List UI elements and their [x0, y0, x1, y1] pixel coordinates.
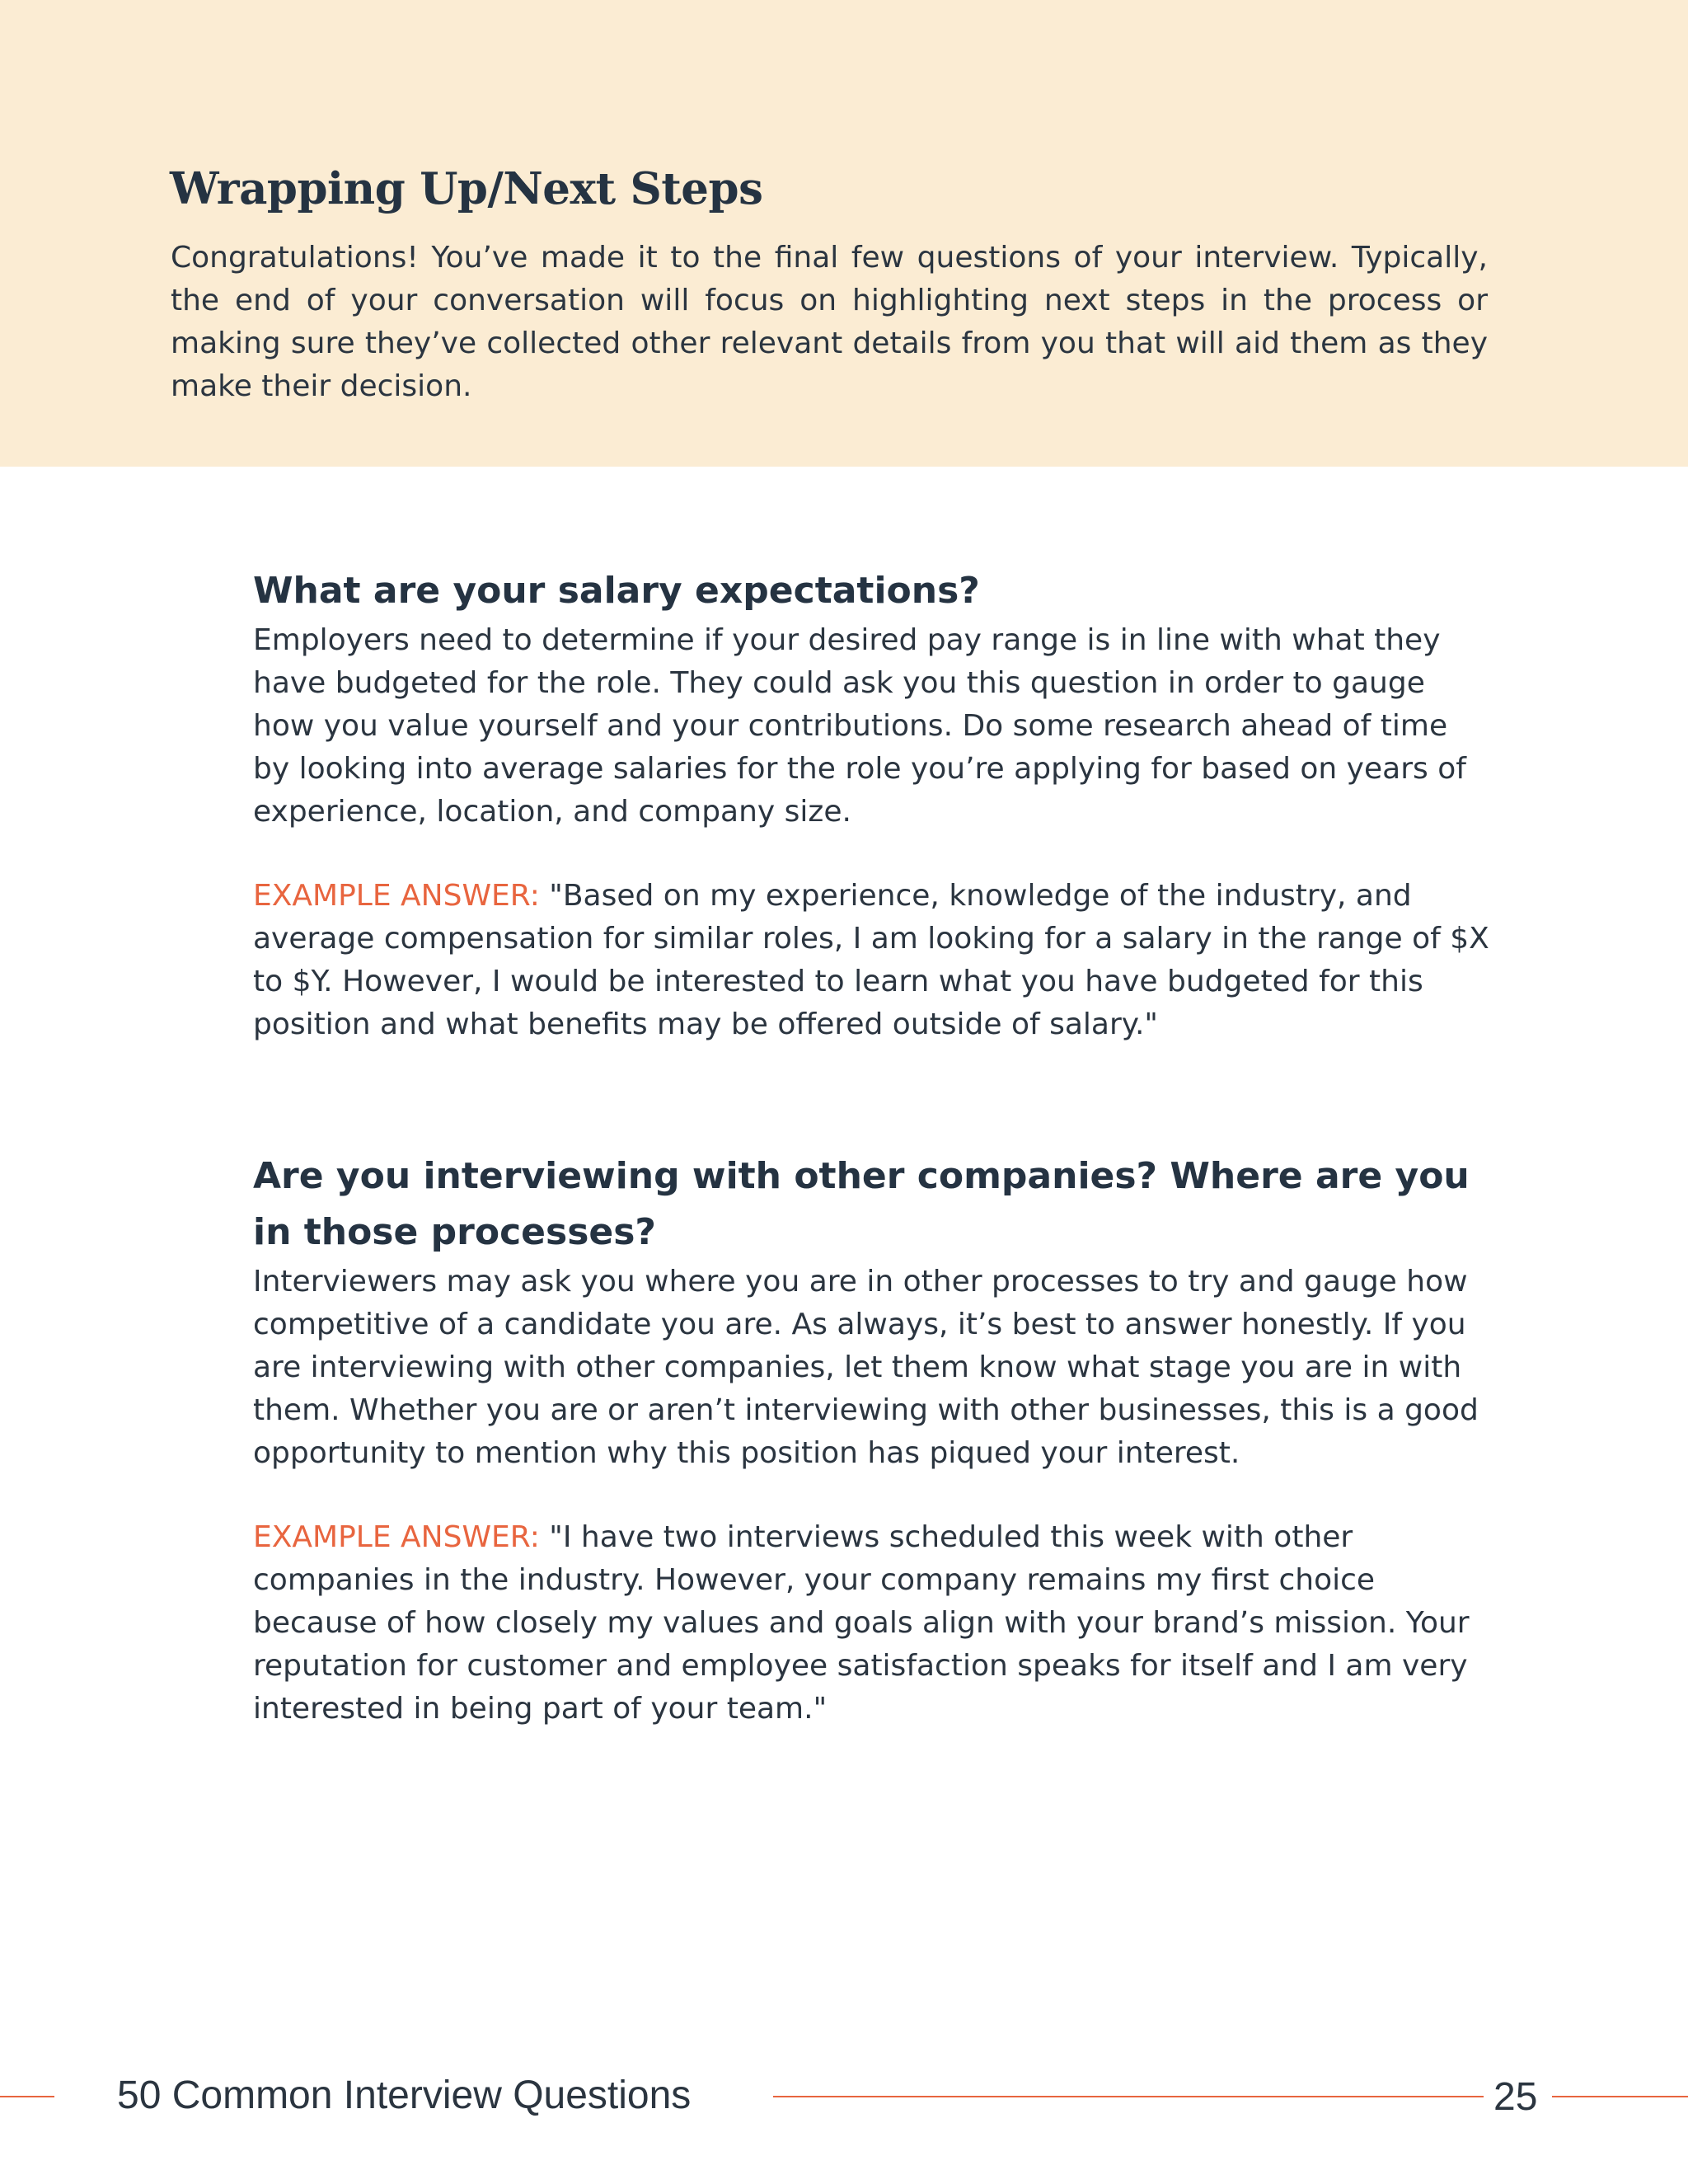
question-explanation: Employers need to determine if your desired pay range is in line with what they have budgeted for the role. They could ask you this question in order to gauge how you value yourself and your contributions. Do some research ahead of time by looking into average salaries for the role you’re applying for based on years of experience, location, and company size.	[253, 623, 1466, 829]
footer-rule-right	[1552, 2096, 1688, 2097]
intro-banner	[0, 0, 1688, 467]
example-answer-label: EXAMPLE ANSWER:	[253, 1520, 540, 1554]
footer-rule-left	[0, 2096, 54, 2097]
section-title: Wrapping Up/Next Steps	[170, 163, 763, 214]
footer-document-title: 50 Common Interview Questions	[117, 2074, 692, 2117]
example-answer-label: EXAMPLE ANSWER:	[253, 879, 540, 913]
question-heading: What are your salary expectations?	[253, 570, 980, 612]
question-other-companies	[253, 1148, 1489, 1731]
example-answer-text: "Based on my experience, knowledge of the industry, and average compensation for similar roles, I am looking for a salary in the range of $X to $Y. However, I would be interested to learn what you have budgeted for this position and what benefits may be offered outside of salary."	[253, 879, 1489, 1041]
example-answer	[253, 875, 1489, 1046]
question-heading: Are you interviewing with other companies? Where are you in those processes?	[253, 1155, 1470, 1253]
footer-rule-middle	[773, 2096, 1484, 2097]
question-explanation: Interviewers may ask you where you are in other processes to try and gauge how competitive of a candidate you are. As always, it’s best to answer honestly. If you are interviewing with other companies, let them know what stage you are in with them. Whether you are or aren’t interviewing with other businesses, this is a good opportunity to mention why this position has piqued your interest.	[253, 1265, 1479, 1470]
example-answer-text: "I have two interviews scheduled this week with other companies in the industry. However, your company remains my first choice because of how closely my values and goals align with your brand’s mission. Your reputation for customer and employee satisfaction speaks for itself and I am very interested in being part of your team."	[253, 1520, 1470, 1726]
question-salary-expectations	[253, 563, 1489, 1046]
example-answer	[253, 1516, 1489, 1731]
intro-paragraph: Congratulations! You’ve made it to the final few questions of your interview. Typically, the end of your conversation will focus on highlighting next steps in the process or making sure they’ve collected other relevant details from you that will aid them as they make their decision.	[171, 241, 1488, 403]
page-number: 25	[1493, 2075, 1538, 2119]
